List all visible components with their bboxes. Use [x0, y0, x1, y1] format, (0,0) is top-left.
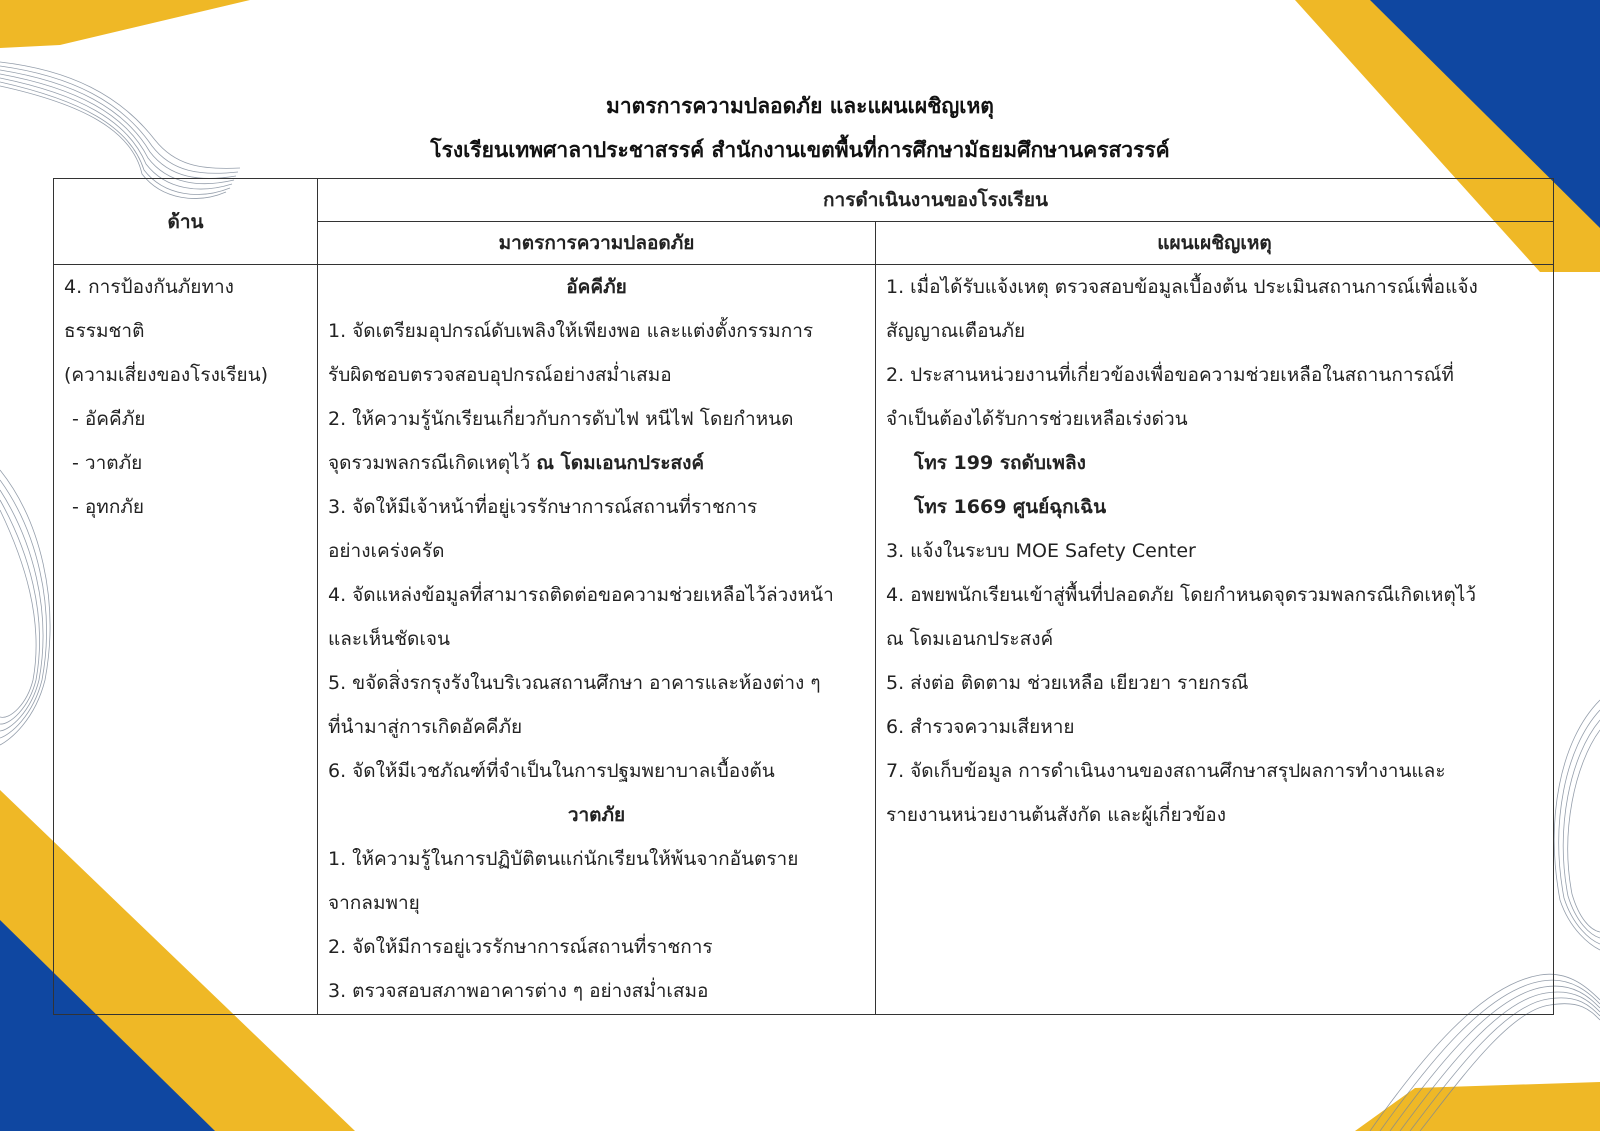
safety-line: และเห็นชัดเจน [328, 628, 450, 650]
safety-line: รับผิดชอบตรวจสอบอุปกรณ์อย่างสม่ำเสมอ [328, 364, 672, 386]
aspect-line: - อัคคีภัย [72, 408, 146, 430]
emergency-center-phone: โทร 1669 ศูนย์ฉุกเฉิน [914, 496, 1107, 518]
fire-heading: อัคคีภัย [566, 276, 627, 298]
safety-line: จากลมพายุ [328, 892, 420, 914]
safety-line: 6. จัดให้มีเวชภัณฑ์ที่จำเป็นในการปฐมพยาบาลเบื้องต้น [328, 760, 775, 782]
safety-plan-table [53, 178, 1554, 1015]
safety-line: 5. ขจัดสิ่งรกรุงรังในบริเวณสถานศึกษา อาคารและห้องต่าง ๆ [328, 672, 821, 694]
safety-line: 2. ให้ความรู้นักเรียนเกี่ยวกับการดับไฟ หนีไฟ โดยกำหนด [328, 408, 794, 430]
aspect-line: - วาตภัย [72, 452, 143, 474]
safety-line: อย่างเคร่งครัด [328, 540, 445, 562]
safety-line: 4. จัดแหล่งข้อมูลที่สามารถติดต่อขอความช่วยเหลือไว้ล่วงหน้า [328, 584, 834, 606]
plan-line: 3. แจ้งในระบบ MOE Safety Center [886, 540, 1196, 562]
plan-line: จำเป็นต้องได้รับการช่วยเหลือเร่งด่วน [886, 408, 1188, 430]
safety-line [328, 441, 865, 485]
safety-text: จุดรวมพลกรณีเกิดเหตุไว้ [328, 452, 537, 474]
wave-lines-left [0, 470, 50, 745]
plan-line: 5. ส่งต่อ ติดตาม ช่วยเหลือ เยียวยา รายกรณี [886, 672, 1249, 694]
safety-line: 1. ให้ความรู้ในการปฏิบัติตนแก่นักเรียนให้พ้นจากอันตราย [328, 848, 799, 870]
header-emergency-plan: แผนเผชิญเหตุ [876, 222, 1554, 265]
safety-measures-cell [318, 265, 876, 1015]
page-title: มาตรการความปลอดภัย และแผนเผชิญเหตุ [606, 94, 994, 118]
bottom-right-yellow-wedge [1355, 1082, 1600, 1131]
plan-line: 2. ประสานหน่วยงานที่เกี่ยวข้องเพื่อขอความช่วยเหลือในสถานการณ์ที่ [886, 364, 1454, 386]
aspect-line: - อุทกภัย [72, 496, 144, 518]
header-aspect: ด้าน [54, 179, 318, 265]
safety-line: 2. จัดให้มีการอยู่เวรรักษาการณ์สถานที่ราชการ [328, 936, 713, 958]
emergency-plan-cell [876, 265, 1554, 1015]
plan-line: 6. สำรวจความเสียหาย [886, 716, 1075, 738]
header-safety-measures: มาตรการความปลอดภัย [318, 222, 876, 265]
safety-line: 1. จัดเตรียมอุปกรณ์ดับเพลิงให้เพียงพอ และแต่งตั้งกรรมการ [328, 320, 814, 342]
plan-line: ณ โดมเอนกประสงค์ [886, 628, 1054, 650]
fire-truck-phone: โทร 199 รถดับเพลิง [914, 452, 1086, 474]
wave-lines-right [1554, 700, 1600, 950]
plan-line: สัญญาณเตือนภัย [886, 320, 1026, 342]
safety-line: 3. จัดให้มีเจ้าหน้าที่อยู่เวรรักษาการณ์สถานที่ราชการ [328, 496, 758, 518]
plan-line: 4. อพยพนักเรียนเข้าสู่พื้นที่ปลอดภัย โดยกำหนดจุดรวมพลกรณีเกิดเหตุไว้ [886, 584, 1477, 606]
plan-line: 1. เมื่อได้รับแจ้งเหตุ ตรวจสอบข้อมูลเบื้องต้น ประเมินสถานการณ์เพื่อแจ้ง [886, 276, 1478, 298]
aspect-cell [54, 265, 318, 1015]
aspect-line: 4. การป้องกันภัยทาง [64, 276, 234, 298]
aspect-line: (ความเสี่ยงของโรงเรียน) [64, 364, 269, 386]
assembly-point: ณ โดมเอนกประสงค์ [536, 452, 705, 474]
top-left-yellow-wedge [0, 0, 250, 48]
header-operations: การดำเนินงานของโรงเรียน [318, 179, 1554, 222]
safety-line: ที่นำมาสู่การเกิดอัคคีภัย [328, 716, 523, 738]
plan-line: 7. จัดเก็บข้อมูล การดำเนินงานของสถานศึกษาสรุปผลการทำงานและ [886, 760, 1446, 782]
safety-line: 3. ตรวจสอบสภาพอาคารต่าง ๆ อย่างสม่ำเสมอ [328, 980, 709, 1002]
aspect-line: ธรรมชาติ [64, 320, 145, 342]
page-subtitle: โรงเรียนเทพศาลาประชาสรรค์ สำนักงานเขตพื้นที่การศึกษามัธยมศึกษานครสวรรค์ [430, 138, 1170, 162]
plan-line: รายงานหน่วยงานต้นสังกัด และผู้เกี่ยวข้อง [886, 804, 1226, 826]
storm-heading: วาตภัย [567, 804, 626, 826]
